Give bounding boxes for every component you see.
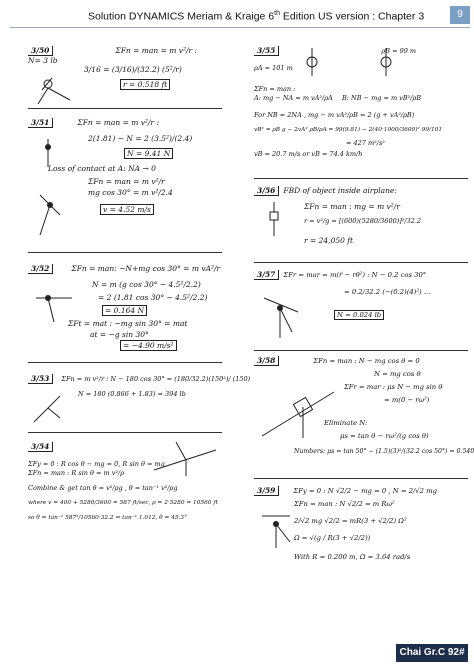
- problem-3-56-diagram: [260, 200, 290, 240]
- problem-3-57-diagram: [258, 288, 308, 348]
- problem-3-57: 3/57 ΣFr = mar = m(r̈ − rθ̇²) : N − 0.2 cos 30° = 0.2/32.2 (−(0.2)(4)²) ... N = 0.024 lb: [254, 270, 469, 320]
- divider: [254, 178, 468, 179]
- problem-3-52: 3/52 ΣFn = man: −N+mg cos 30° = m vA²/r N = m (g cos 30° − 4.5²/2.2) = 2 (1.81 cos 30° − 4.5²/2.2) = 0.164 N ΣFt = mat : −mg sin 30° = mat at = −g sin 30° = −4.90 m/s²: [28, 264, 228, 350]
- problem-3-58-diagram: [258, 372, 338, 442]
- divider: [254, 350, 468, 351]
- problem-3-56: 3/56 FBD of object inside airplane: ΣFn = man : mg = m v²/r r = v²/g = [(600)(5280/3600)]²/32.2 r = 24,050 ft: [254, 186, 469, 245]
- problem-3-53-diagram: [30, 388, 70, 428]
- problem-3-51: 3/51 ΣFn = man = m v²/r : 2(1.81) − N = 2 (3.5²)/(2.4) N = 9.41 N Loss of contact at A: NA → 0 ΣFn = man = m v²/r mg cos 30° = m v²/2.4 v = 4.52 m/s: [28, 118, 228, 214]
- footer-badge: Chai Gr.C 92#: [396, 644, 468, 662]
- problem-3-50: 3/50 ΣFn = man = m v²/r : N= 3 lb 3/16 = (3/16)/(32.2) (5²/r) r = 0.518 ft: [28, 46, 198, 89]
- page-header: [0, 0, 474, 30]
- problem-3-59-diagram: [258, 502, 294, 552]
- divider: [254, 262, 468, 263]
- problem-3-55: 3/55 ρB = 99 m ρA = 101 m ΣFn = man : A: mg − NA = m vA²/ρA B: NB − mg = m vB²/ρB For NB = 2NA , mg − m vA²/ρB = 2 (g + vA²/ρB) vB² = ρB g − 2vA² ρB/ρA = 99(9.81) − 2(40·1000/3600)² 99/101 = 427 m²/s² vB = 20.7 m/s or vB = 74.4 km/h: [254, 46, 443, 158]
- header-divider: [10, 27, 470, 28]
- document-title: Solution DYNAMICS Meriam & Kraige 6th Edition US version : Chapter 3: [88, 10, 425, 23]
- problem-3-55-diagrams: [296, 48, 416, 76]
- problem-3-54: 3/54 ΣFy = 0 : R cos θ − mg = 0, R sin θ = mg ΣFn = man : R sin θ = m v²/ρ Combine & get tan θ = v²/ρg , θ = tan⁻¹ v²/ρg where v = 400 + 5280/3600 = 587 ft/sec, ρ = 2·5280 = 10560 ft so θ = tan⁻¹ 587²/10560·32.2 = tan⁻¹ 1.012, θ = 45.3°: [28, 442, 218, 521]
- divider: [254, 478, 468, 479]
- problem-3-52-diagram: [32, 278, 76, 328]
- problem-3-53: 3/53 ΣFn = m v²/r : N − 180 cos 30° = (180/32.2)(150²)/ (150) N = 180 (0.866 + 1.83) = 394 lb: [28, 374, 228, 399]
- divider: [28, 432, 222, 433]
- divider: [28, 252, 222, 253]
- divider: [28, 108, 222, 109]
- divider: [28, 362, 222, 363]
- problem-3-54-diagram: [150, 440, 220, 480]
- problem-3-59: 3/59 ΣFy = 0 : N √2/2 − mg = 0 , N = 2/√2 mg ΣFn = man : N √2/2 = m Rω² 2/√2 mg √2/2 = mR(3 + √2/2) Ω² Ω = √(g / R(3 + √2/2)) With R = 0.200 m, Ω = 3.64 rad/s: [254, 486, 469, 562]
- problem-3-58: 3/58 ΣFn = man : N − mg cos θ = 0 N = mg cos θ ΣFr = mar : μs N − mg sin θ = m(0 − rω²) Eliminate N: μs = tan θ − rω²/(g cos θ) Numbers: μs = tan 50° − (1.5)(3)²/(32.2 cos 50°) = 0.540: [254, 356, 469, 456]
- problem-3-50-diagram: [30, 66, 80, 106]
- page-number: 9: [450, 6, 470, 24]
- problem-3-51-diagrams: [30, 135, 70, 245]
